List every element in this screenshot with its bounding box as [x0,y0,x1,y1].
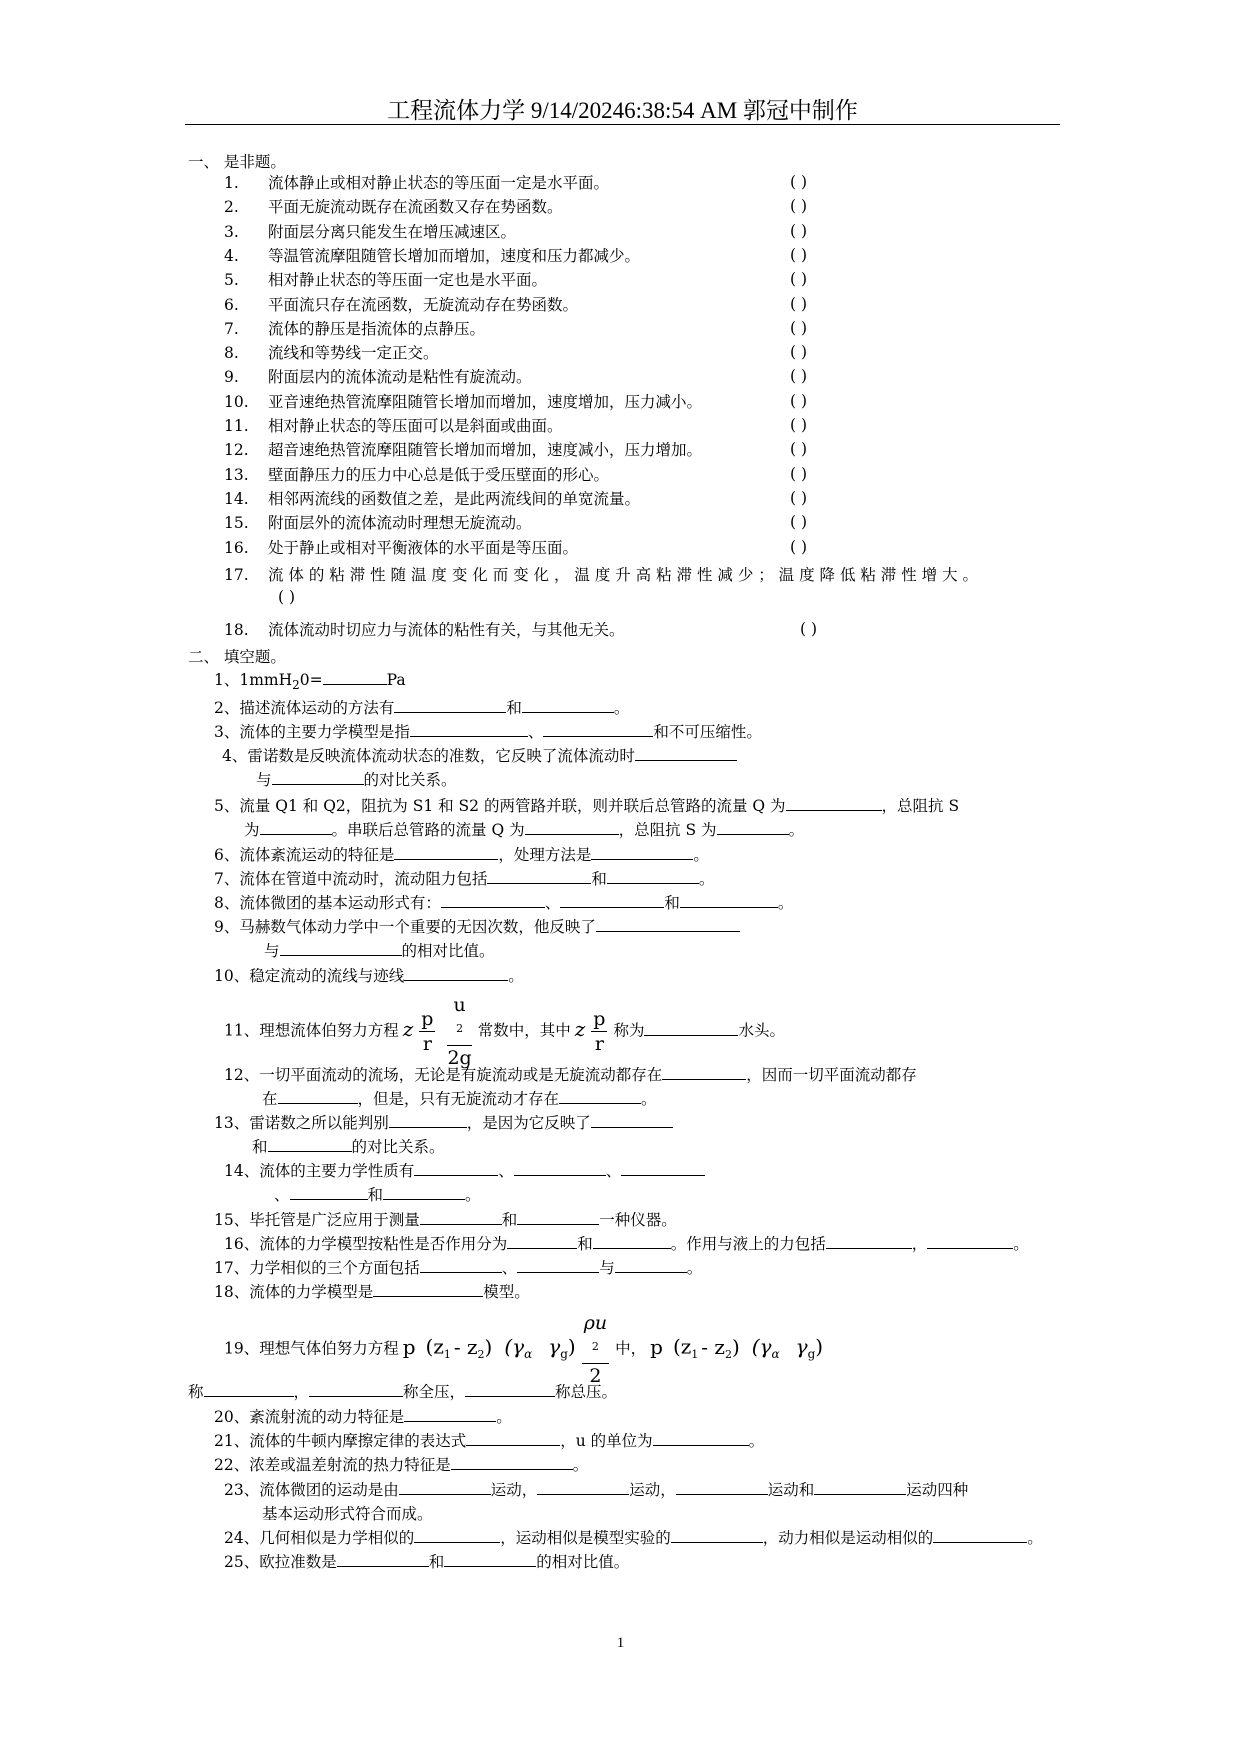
list-item [224,270,547,290]
question-23-cont: 基本运动形式符合而成。 [262,1505,433,1523]
question-3: 3、流体的主要力学模型是指 、 和不可压缩性。 [214,723,762,741]
item-text: 平面流只存在流函数，无旋流动存在势函数。 [268,295,579,314]
list-item: 18. 流体流动时切应力与流体的粘性有关，与其他无关。 [224,621,625,639]
question-13: 13、雷诺数之所以能判别 ，是因为它反映了 [214,1113,673,1133]
answer-parens: ( ) [790,464,808,483]
question-14: 14、流体的主要力学性质有 、 、 [224,1161,705,1181]
item-text: 平面无旋流动既存在流函数又存在势函数。 [268,198,563,217]
item-number: 8. [224,344,239,363]
item-number: 2. [224,198,239,217]
list-item [224,367,532,387]
list-item [224,222,516,242]
item-text: 相对静止状态的等压面一定也是水平面。 [268,271,548,290]
question-19-cont: 称 ， 称全压， 称总压。 [188,1383,618,1401]
answer-parens: ( ) [800,620,818,638]
answer-parens: ( ) [790,294,808,313]
item-number: 4. [224,246,239,265]
question-17: 17、力学相似的三个方面包括 、 与 。 [214,1259,703,1277]
question-5: 5、流量 Q1 和 Q2，阻抗为 S1 和 S2 的两管路并联，则并联后总管路的流量 Q 为 ，总阻抗 S [214,797,960,815]
item-number: 6. [224,295,239,314]
answer-parens: ( ) [790,440,808,459]
question-14-cont: 、 和 。 [274,1186,481,1204]
question-12-cont: 在 ，但是，只有无旋流动才存在 。 [262,1090,657,1108]
question-18: 18、流体的力学模型是 模型。 [214,1283,530,1301]
question-22: 22、浓差或温差射流的热力特征是 。 [214,1456,589,1474]
item-number: 13. [224,465,249,484]
answer-parens: ( ) [790,367,808,386]
question-19: 19、理想气体伯努力方程 p $(z_1 - z_2)$ ($\gamma_\alpha$ $\gamma_g$) ρu $^2$ 2 中， p $(z_1 - z_2)$ ($\gamma_\alpha$ $\gamma_g$) [224,1312,824,1388]
header-rule [185,124,1060,125]
item-number: 1. [224,174,239,192]
answer-parens: ( ) [790,245,808,264]
list-item [224,173,609,193]
item-text: 处于静止或相对平衡液体的水平面是等压面。 [268,538,579,557]
item-number: 11. [224,417,249,435]
question-23: 23、流体微团的运动是由 运动， 运动， 运动和 运动四种 [224,1481,969,1499]
section-true-false-heading: 一、 是非题。 [188,153,286,171]
answer-parens: ( ) [790,343,808,362]
question-11: 11、理想流体伯努力方程 z $\frac{p}{r}$ u $^2$ 2g 常数中，其中 z $\frac{p}{r}$ 称为 水头。 [224,994,785,1070]
list-item [224,538,578,558]
list-item [224,465,609,485]
list-item [224,295,578,315]
question-1: 1、1mmH$_2$0= Pa [214,671,406,693]
question-15: 15、毕托管是广泛应用于测量 和 一种仪器。 [214,1211,677,1229]
item-number: 9. [224,368,239,387]
item-text: 流体静止或相对静止状态的等压面一定是水平面。 [268,174,610,192]
item-number: 16. [224,538,249,557]
question-7: 7、流体在管道中流动时，流动阻力包括 和 。 [214,870,715,888]
item-text: 流线和等势线一定正交。 [268,344,439,363]
section-fill-in-heading: 二、 填空题。 [188,648,286,666]
list-item: 17. 流 体 的 粘 滞 性 随 温 度 变 化 而 变 化 ， 温 度 升 高 粘 滞 性 减 少 ； 温 度 降 低 粘 滞 性 增 大 。 [224,566,979,584]
question-5-cont: 为 。串联后总管路的流量 Q 为 ，总阻抗 S 为 。 [244,821,805,839]
question-21: 21、流体的牛顿内摩擦定律的表达式 ，u 的单位为 。 [214,1432,765,1450]
item-text: 超音速绝热管流摩阻随管长增加而增加，速度减小，压力增加。 [268,441,703,460]
item-number: 3. [224,222,239,241]
list-item [224,440,702,460]
item-text: 附面层外的流体流动时理想无旋流动。 [268,514,532,533]
answer-parens: ( ) [790,513,808,532]
question-2: 2、描述流体运动的方法有 和 。 [214,699,630,717]
list-item [224,489,640,509]
item-number: 15. [224,514,249,533]
list-item [224,513,532,533]
page-number: 1 [616,1635,625,1651]
list-item [224,197,563,217]
answer-parens: ( ) [790,391,808,410]
item-text: 等温管流摩阻随管长增加而增加，速度和压力都减少。 [268,246,641,265]
list-item [224,246,640,266]
question-12: 12、一切平面流动的流场，无论是有旋流动或是无旋流动都存在 ，因而一切平面流动都存 [224,1066,917,1084]
question-4: 4、雷诺数是反映流体流动状态的准数，它反映了流体流动时 [222,746,737,766]
item-number: 14. [224,489,249,508]
item-number: 7. [224,319,239,338]
answer-parens: ( ) [278,588,296,606]
answer-parens: ( ) [790,416,808,434]
answer-parens: ( ) [790,197,808,216]
answer-parens: ( ) [790,270,808,289]
item-text: 壁面静压力的压力中心总是低于受压壁面的形心。 [268,465,610,484]
list-item [224,416,563,436]
question-24: 24、几何相似是力学相似的 ，运动相似是模型实验的 ，动力相似是运动相似的 。 [224,1529,1043,1547]
page-header-title: 工程流体力学 9/14/20246:38:54 AM 郭冠中制作 [387,98,858,123]
item-number: 12. [224,441,249,460]
item-text: 相对静止状态的等压面可以是斜面或曲面。 [268,417,563,435]
question-6: 6、流体紊流运动的特征是 ，处理方法是 。 [214,846,709,864]
item-text: 亚音速绝热管流摩阻随管长增加而增加，速度增加，压力减小。 [268,392,703,411]
question-4-cont: 与 的对比关系。 [256,771,457,789]
question-13-cont: 和 的对比关系。 [252,1138,445,1156]
question-10: 10、稳定流动的流线与迹线 。 [214,967,524,985]
question-9-cont: 与 的相对比值。 [264,942,495,960]
answer-parens: ( ) [790,488,808,507]
item-text: 附面层内的流体流动是粘性有旋流动。 [268,368,532,387]
item-text: 附面层分离只能发生在增压减速区。 [268,222,517,241]
list-item [224,343,439,363]
answer-parens: ( ) [790,173,808,191]
list-item [224,319,485,339]
answer-parens: ( ) [790,537,808,556]
item-number: 10. [224,392,249,411]
answer-parens: ( ) [790,221,808,240]
item-text: 流体的静压是指流体的点静压。 [268,319,486,338]
item-number: 5. [224,271,239,290]
question-25: 25、欧拉准数是 和 的相对比值。 [224,1553,630,1571]
question-20: 20、紊流射流的动力特征是 。 [214,1408,512,1426]
question-9: 9、马赫数气体动力学中一个重要的无因次数，他反映了 [214,917,740,937]
answer-parens: ( ) [790,318,808,337]
question-16: 16、流体的力学模型按粘性是否作用分为 和 。作用与液上的力包括 ， 。 [224,1235,1029,1253]
question-8: 8、流体微团的基本运动形式有： 、 和 。 [214,894,794,912]
list-item [224,392,702,412]
item-text: 相邻两流线的函数值之差，是此两流线间的单宽流量。 [268,489,641,508]
